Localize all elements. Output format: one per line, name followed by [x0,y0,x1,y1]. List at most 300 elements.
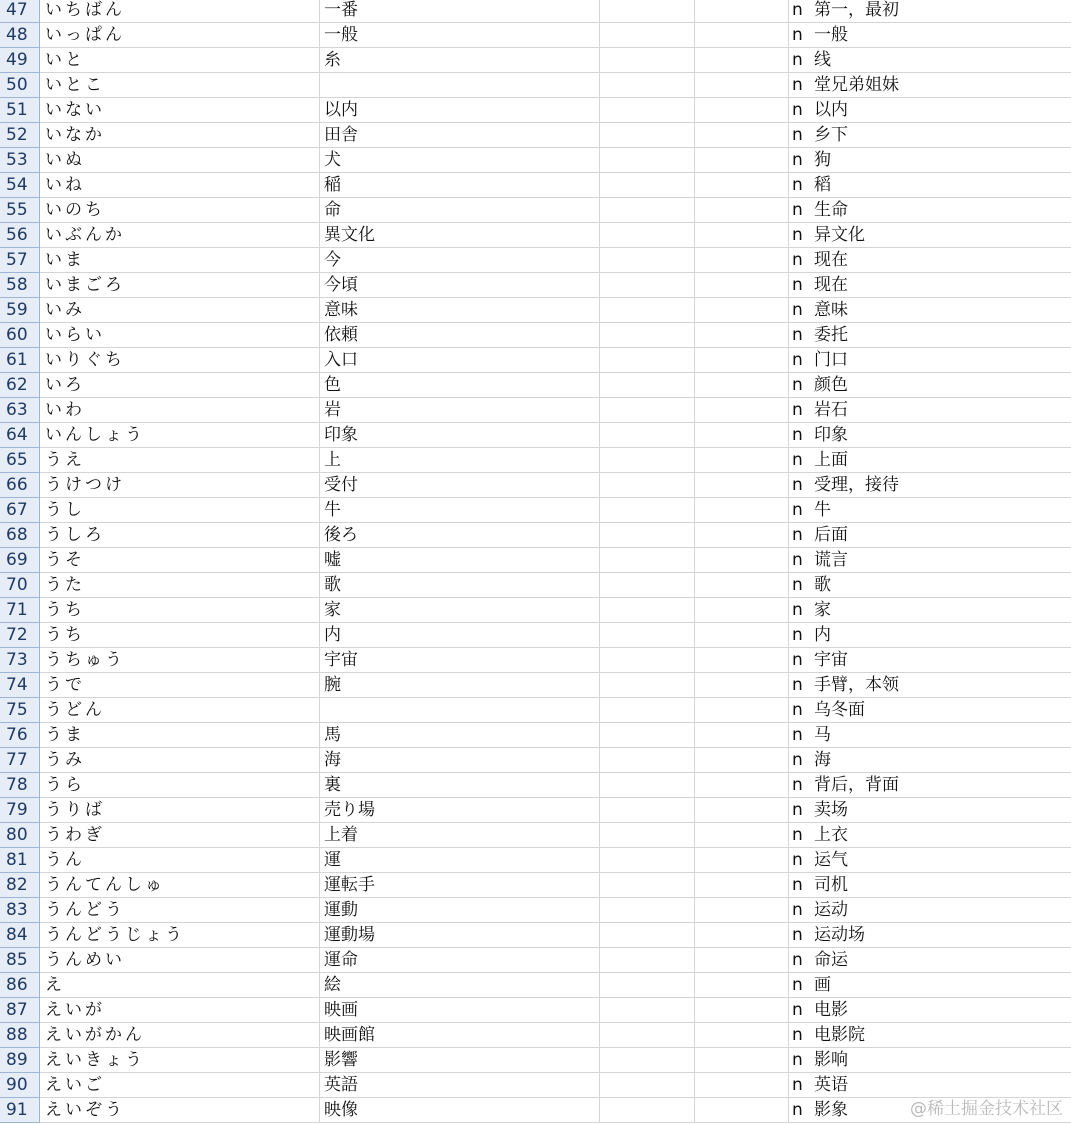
row-header[interactable]: 71 [0,598,40,623]
cell-empty[interactable] [600,148,695,172]
part-of-speech: n [792,800,803,820]
meaning-text: 海 [814,750,831,770]
cell-reading[interactable]: うし [40,498,320,522]
cell-reading[interactable]: えいご [40,1073,320,1097]
cell-empty[interactable] [600,423,695,447]
cell-kanji[interactable]: 宇宙 [320,648,600,672]
cell-meaning[interactable] [789,148,1071,172]
cell-empty[interactable] [600,873,695,897]
cell-empty[interactable] [695,598,789,622]
cell-empty[interactable] [600,348,695,372]
meaning-text: 内 [814,625,831,645]
cell-kanji[interactable]: 依頼 [320,323,600,347]
part-of-speech: n [792,675,803,695]
cell-empty[interactable] [600,648,695,672]
cell-empty[interactable] [695,423,789,447]
cell-empty[interactable] [695,498,789,522]
cell-empty[interactable] [695,1073,789,1097]
cell-empty[interactable] [600,1073,695,1097]
cell-meaning[interactable] [789,298,1071,322]
cell-meaning[interactable] [789,198,1071,222]
cell-empty[interactable] [600,573,695,597]
cell-empty[interactable] [600,398,695,422]
row-header[interactable]: 51 [0,98,40,123]
cell-empty[interactable] [695,1048,789,1072]
cell-kanji[interactable]: 腕 [320,673,600,697]
cell-reading[interactable]: うんてんしゅ [40,873,320,897]
row-header[interactable]: 55 [0,198,40,223]
cell-reading[interactable]: いとこ [40,73,320,97]
cell-meaning[interactable] [789,823,1071,847]
cell-kanji[interactable]: 一番 [320,0,600,22]
cell-empty[interactable] [600,548,695,572]
cell-kanji[interactable]: 家 [320,598,600,622]
cell-reading[interactable]: いなか [40,123,320,147]
cell-reading[interactable]: いちばん [40,0,320,22]
cell-empty[interactable] [695,923,789,947]
cell-reading[interactable]: うんどうじょう [40,923,320,947]
row-header[interactable]: 77 [0,748,40,773]
cell-empty[interactable] [695,573,789,597]
cell-kanji[interactable]: 海 [320,748,600,772]
cell-reading[interactable]: いまごろ [40,273,320,297]
cell-kanji[interactable]: 岩 [320,398,600,422]
cell-empty[interactable] [695,998,789,1022]
cell-empty[interactable] [600,823,695,847]
cell-kanji[interactable]: 映画 [320,998,600,1022]
cell-reading[interactable]: いんしょう [40,423,320,447]
meaning-text: 卖场 [814,800,848,820]
meaning-text: 运动 [814,900,848,920]
cell-empty[interactable] [600,723,695,747]
cell-meaning[interactable] [789,673,1071,697]
cell-empty[interactable] [600,173,695,197]
cell-meaning[interactable] [789,123,1071,147]
cell-meaning[interactable] [789,573,1071,597]
cell-empty[interactable] [695,523,789,547]
cell-empty[interactable] [695,648,789,672]
cell-reading[interactable]: うち [40,623,320,647]
cell-reading[interactable]: うた [40,573,320,597]
cell-empty[interactable] [695,273,789,297]
part-of-speech: n [792,775,803,795]
cell-meaning[interactable] [789,173,1071,197]
cell-empty[interactable] [695,698,789,722]
cell-empty[interactable] [695,348,789,372]
cell-empty[interactable] [600,0,695,22]
cell-meaning[interactable] [789,523,1071,547]
cell-reading[interactable]: うら [40,773,320,797]
cell-meaning[interactable] [789,98,1071,122]
row-header[interactable]: 70 [0,573,40,598]
row-header[interactable]: 79 [0,798,40,823]
cell-meaning[interactable] [789,748,1071,772]
cell-kanji[interactable]: 今頃 [320,273,600,297]
row-header[interactable]: 81 [0,848,40,873]
cell-empty[interactable] [695,0,789,22]
cell-empty[interactable] [695,298,789,322]
row-header[interactable]: 66 [0,473,40,498]
cell-meaning[interactable] [789,923,1071,947]
cell-empty[interactable] [600,998,695,1022]
cell-kanji[interactable]: 運動 [320,898,600,922]
cell-reading[interactable]: えいが [40,998,320,1022]
row-header[interactable]: 50 [0,73,40,98]
cell-empty[interactable] [600,973,695,997]
cell-empty[interactable] [600,223,695,247]
cell-empty[interactable] [695,748,789,772]
row-header[interactable]: 87 [0,998,40,1023]
cell-meaning[interactable] [789,48,1071,72]
cell-reading[interactable]: いらい [40,323,320,347]
table-row [0,548,1071,573]
row-header[interactable]: 73 [0,648,40,673]
cell-empty[interactable] [695,823,789,847]
cell-kanji[interactable]: 稲 [320,173,600,197]
cell-meaning[interactable] [789,1048,1071,1072]
cell-meaning[interactable] [789,498,1071,522]
cell-reading[interactable]: うで [40,673,320,697]
cell-meaning[interactable] [789,423,1071,447]
cell-empty[interactable] [695,198,789,222]
cell-empty[interactable] [600,323,695,347]
meaning-text: 影象 [814,1100,848,1120]
cell-meaning[interactable] [789,948,1071,972]
row-header[interactable]: 47 [0,0,40,23]
cell-empty[interactable] [600,773,695,797]
cell-empty[interactable] [695,173,789,197]
cell-reading[interactable]: うえ [40,448,320,472]
cell-kanji[interactable]: 意味 [320,298,600,322]
cell-meaning[interactable] [789,973,1071,997]
cell-empty[interactable] [600,898,695,922]
cell-empty[interactable] [695,23,789,47]
table-row [0,273,1071,298]
row-header[interactable]: 49 [0,48,40,73]
cell-reading[interactable]: うわぎ [40,823,320,847]
cell-reading[interactable]: うちゅう [40,648,320,672]
row-header[interactable]: 53 [0,148,40,173]
cell-meaning[interactable] [789,473,1071,497]
cell-reading[interactable]: うん [40,848,320,872]
cell-empty[interactable] [600,1048,695,1072]
cell-empty[interactable] [600,48,695,72]
cell-empty[interactable] [695,723,789,747]
table-row [0,448,1071,473]
meaning-text: 岩石 [814,400,848,420]
cell-kanji[interactable]: 犬 [320,148,600,172]
cell-empty[interactable] [695,1098,789,1122]
cell-empty[interactable] [695,48,789,72]
row-header[interactable]: 82 [0,873,40,898]
cell-meaning[interactable] [789,623,1071,647]
row-header[interactable]: 48 [0,23,40,48]
cell-meaning[interactable] [789,848,1071,872]
cell-kanji[interactable]: 後ろ [320,523,600,547]
row-header[interactable]: 67 [0,498,40,523]
cell-empty[interactable] [695,448,789,472]
cell-empty[interactable] [695,98,789,122]
row-header[interactable]: 60 [0,323,40,348]
cell-kanji[interactable]: 上 [320,448,600,472]
cell-reading[interactable]: いろ [40,373,320,397]
cell-reading[interactable]: うま [40,723,320,747]
table-row [0,698,1071,723]
cell-empty[interactable] [600,623,695,647]
cell-meaning[interactable] [789,723,1071,747]
table-row [0,373,1071,398]
cell-reading[interactable]: いみ [40,298,320,322]
cell-empty[interactable] [600,73,695,97]
cell-reading[interactable]: うち [40,598,320,622]
cell-kanji[interactable]: 上着 [320,823,600,847]
cell-empty[interactable] [600,948,695,972]
cell-kanji[interactable]: 裏 [320,773,600,797]
cell-reading[interactable]: いわ [40,398,320,422]
row-header[interactable]: 64 [0,423,40,448]
cell-meaning[interactable] [789,773,1071,797]
cell-meaning[interactable] [789,648,1071,672]
cell-meaning[interactable] [789,373,1071,397]
cell-empty[interactable] [695,123,789,147]
table-row [0,148,1071,173]
table-row [0,973,1071,998]
row-header[interactable]: 90 [0,1073,40,1098]
cell-reading[interactable]: うりば [40,798,320,822]
cell-kanji[interactable]: 映画館 [320,1023,600,1047]
cell-meaning[interactable] [789,223,1071,247]
part-of-speech: n [792,300,803,320]
cell-kanji[interactable]: 嘘 [320,548,600,572]
table-row [0,98,1071,123]
cell-meaning[interactable] [789,398,1071,422]
cell-reading[interactable]: いぬ [40,148,320,172]
cell-meaning[interactable] [789,448,1071,472]
cell-empty[interactable] [600,1023,695,1047]
cell-meaning[interactable] [789,998,1071,1022]
cell-reading[interactable]: え [40,973,320,997]
cell-empty[interactable] [600,98,695,122]
cell-empty[interactable] [695,373,789,397]
cell-kanji[interactable]: 英語 [320,1073,600,1097]
cell-reading[interactable]: うけつけ [40,473,320,497]
cell-empty[interactable] [600,498,695,522]
cell-meaning[interactable] [789,323,1071,347]
row-header[interactable]: 84 [0,923,40,948]
cell-meaning[interactable] [789,348,1071,372]
cell-reading[interactable]: いと [40,48,320,72]
row-header[interactable]: 78 [0,773,40,798]
cell-kanji[interactable] [320,73,600,97]
cell-kanji[interactable]: 歌 [320,573,600,597]
row-header[interactable]: 72 [0,623,40,648]
cell-empty[interactable] [600,23,695,47]
cell-meaning[interactable] [789,698,1071,722]
table-row [0,523,1071,548]
cell-empty[interactable] [695,773,789,797]
row-header[interactable]: 56 [0,223,40,248]
cell-empty[interactable] [600,848,695,872]
cell-empty[interactable] [695,248,789,272]
cell-kanji[interactable]: 糸 [320,48,600,72]
cell-meaning[interactable] [789,248,1071,272]
row-header[interactable]: 63 [0,398,40,423]
cell-reading[interactable]: いね [40,173,320,197]
part-of-speech: n [792,75,803,95]
cell-empty[interactable] [695,223,789,247]
cell-empty[interactable] [600,473,695,497]
cell-kanji[interactable]: 売り場 [320,798,600,822]
cell-reading[interactable]: いりぐち [40,348,320,372]
cell-reading[interactable]: えいぞう [40,1098,320,1122]
part-of-speech: n [792,600,803,620]
cell-reading[interactable]: うんどう [40,898,320,922]
table-row [0,323,1071,348]
row-header[interactable]: 65 [0,448,40,473]
cell-kanji[interactable]: 馬 [320,723,600,747]
row-header[interactable]: 91 [0,1098,40,1123]
part-of-speech: n [792,475,803,495]
row-header[interactable]: 58 [0,273,40,298]
cell-kanji[interactable]: 異文化 [320,223,600,247]
cell-empty[interactable] [600,523,695,547]
row-header[interactable]: 76 [0,723,40,748]
cell-empty[interactable] [695,898,789,922]
cell-empty[interactable] [600,198,695,222]
cell-reading[interactable]: いない [40,98,320,122]
cell-reading[interactable]: うみ [40,748,320,772]
cell-reading[interactable]: うんめい [40,948,320,972]
cell-empty[interactable] [600,673,695,697]
cell-kanji[interactable]: 印象 [320,423,600,447]
cell-meaning[interactable] [789,1023,1071,1047]
row-header[interactable]: 68 [0,523,40,548]
table-row [0,473,1071,498]
cell-kanji[interactable]: 田舎 [320,123,600,147]
cell-reading[interactable]: いま [40,248,320,272]
row-header[interactable]: 61 [0,348,40,373]
cell-kanji[interactable]: 一般 [320,23,600,47]
cell-empty[interactable] [600,273,695,297]
cell-meaning[interactable] [789,598,1071,622]
cell-empty[interactable] [695,473,789,497]
cell-empty[interactable] [600,1098,695,1122]
cell-reading[interactable]: いぶんか [40,223,320,247]
row-header[interactable]: 83 [0,898,40,923]
row-header[interactable]: 62 [0,373,40,398]
cell-kanji[interactable]: 映像 [320,1098,600,1122]
row-header[interactable]: 74 [0,673,40,698]
cell-kanji[interactable]: 影響 [320,1048,600,1072]
cell-kanji[interactable]: 運動場 [320,923,600,947]
cell-empty[interactable] [695,948,789,972]
cell-empty[interactable] [695,623,789,647]
cell-meaning[interactable] [789,23,1071,47]
cell-meaning[interactable] [789,73,1071,97]
cell-empty[interactable] [695,323,789,347]
cell-kanji[interactable]: 受付 [320,473,600,497]
cell-meaning[interactable] [789,548,1071,572]
cell-kanji[interactable]: 運命 [320,948,600,972]
cell-empty[interactable] [695,1023,789,1047]
cell-empty[interactable] [600,448,695,472]
meaning-text: 运气 [814,850,848,870]
cell-empty[interactable] [600,923,695,947]
cell-kanji[interactable]: 命 [320,198,600,222]
cell-empty[interactable] [600,298,695,322]
cell-reading[interactable]: えいきょう [40,1048,320,1072]
table-row [0,23,1071,48]
cell-reading[interactable]: いっぱん [40,23,320,47]
cell-kanji[interactable] [320,698,600,722]
cell-meaning[interactable] [789,0,1071,22]
cell-empty[interactable] [695,798,789,822]
cell-empty[interactable] [695,673,789,697]
cell-kanji[interactable]: 内 [320,623,600,647]
cell-empty[interactable] [600,248,695,272]
cell-meaning[interactable] [789,798,1071,822]
cell-empty[interactable] [600,798,695,822]
row-header[interactable]: 57 [0,248,40,273]
cell-empty[interactable] [600,598,695,622]
cell-kanji[interactable]: 以内 [320,98,600,122]
row-header[interactable]: 89 [0,1048,40,1073]
row-header[interactable]: 54 [0,173,40,198]
cell-kanji[interactable]: 今 [320,248,600,272]
cell-empty[interactable] [600,748,695,772]
cell-reading[interactable]: いのち [40,198,320,222]
cell-kanji[interactable]: 入口 [320,348,600,372]
meaning-text: 马 [814,725,831,745]
meaning-text: 命运 [814,950,848,970]
row-header[interactable]: 88 [0,1023,40,1048]
row-header[interactable]: 69 [0,548,40,573]
cell-empty[interactable] [695,148,789,172]
cell-kanji[interactable]: 牛 [320,498,600,522]
part-of-speech: n [792,650,803,670]
row-header[interactable]: 75 [0,698,40,723]
cell-kanji[interactable]: 運 [320,848,600,872]
cell-empty[interactable] [695,398,789,422]
cell-meaning[interactable] [789,873,1071,897]
row-header[interactable]: 86 [0,973,40,998]
row-header[interactable]: 85 [0,948,40,973]
cell-meaning[interactable] [789,898,1071,922]
cell-kanji[interactable]: 運転手 [320,873,600,897]
cell-empty[interactable] [695,73,789,97]
cell-empty[interactable] [695,848,789,872]
row-header[interactable]: 52 [0,123,40,148]
cell-empty[interactable] [600,373,695,397]
row-header[interactable]: 80 [0,823,40,848]
cell-reading[interactable]: うそ [40,548,320,572]
table-row [0,898,1071,923]
cell-meaning[interactable] [789,273,1071,297]
cell-empty[interactable] [695,873,789,897]
cell-empty[interactable] [695,973,789,997]
meaning-text: 狗 [814,150,831,170]
meaning-text: 生命 [814,200,848,220]
row-header[interactable]: 59 [0,298,40,323]
cell-empty[interactable] [600,123,695,147]
cell-empty[interactable] [695,548,789,572]
cell-kanji[interactable]: 絵 [320,973,600,997]
cell-reading[interactable]: うしろ [40,523,320,547]
cell-reading[interactable]: えいがかん [40,1023,320,1047]
cell-kanji[interactable]: 色 [320,373,600,397]
cell-empty[interactable] [600,698,695,722]
cell-reading[interactable]: うどん [40,698,320,722]
